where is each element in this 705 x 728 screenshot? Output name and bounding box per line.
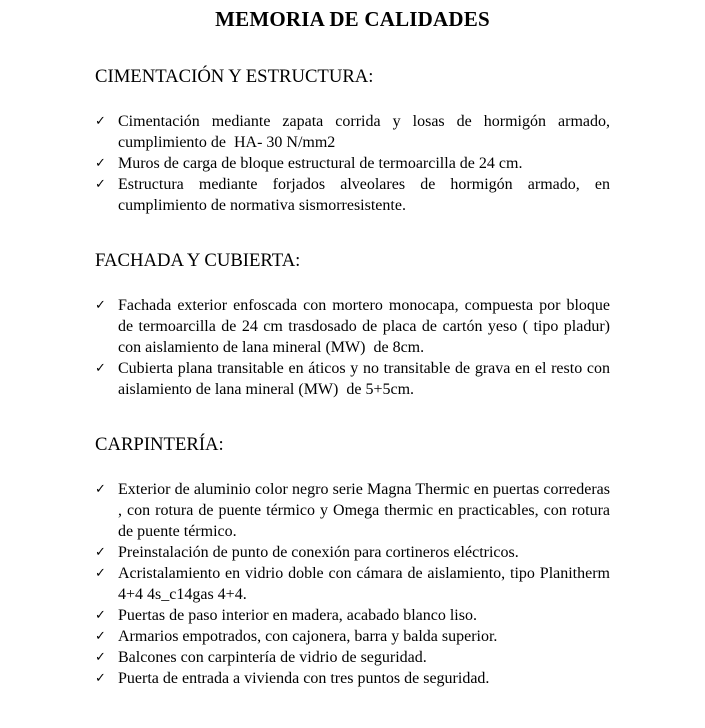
section bbox=[95, 65, 610, 216]
checkmark-icon: ✓ bbox=[95, 608, 106, 623]
section-heading: CARPINTERÍA: bbox=[95, 434, 224, 455]
checkmark-icon: ✓ bbox=[95, 545, 106, 560]
section bbox=[95, 249, 610, 400]
list-item bbox=[95, 153, 610, 174]
section-heading: FACHADA Y CUBIERTA: bbox=[95, 250, 301, 271]
list-item bbox=[95, 174, 610, 216]
section-heading: CIMENTACIÓN Y ESTRUCTURA: bbox=[95, 66, 374, 87]
checkmark-icon: ✓ bbox=[95, 629, 106, 644]
checkmark-icon: ✓ bbox=[95, 650, 106, 665]
list-item-text: Cubierta plana transitable en áticos y no transitable de grava en el resto con aislamiento de lana mineral (MW) de 5+5cm. bbox=[118, 360, 610, 398]
list-item bbox=[95, 647, 610, 668]
list-item-text: Armarios empotrados, con cajonera, barra y balda superior. bbox=[118, 628, 498, 645]
checkmark-icon: ✓ bbox=[95, 482, 106, 497]
checkmark-icon: ✓ bbox=[95, 361, 106, 376]
list-item bbox=[95, 563, 610, 605]
checkmark-icon: ✓ bbox=[95, 566, 106, 581]
list-item-text: Preinstalación de punto de conexión para cortineros eléctricos. bbox=[118, 544, 519, 561]
section-item-list bbox=[95, 479, 610, 689]
sections-container bbox=[95, 65, 610, 689]
list-item-text: Puerta de entrada a vivienda con tres puntos de seguridad. bbox=[118, 670, 490, 687]
list-item-text: Exterior de aluminio color negro serie Magna Thermic en puertas correderas , con rotura de puente térmico y Omega thermic en practicables, con rotura de puente térmico. bbox=[118, 481, 610, 540]
section-item-list bbox=[95, 295, 610, 400]
list-item-text: Muros de carga de bloque estructural de termoarcilla de 24 cm. bbox=[118, 155, 523, 172]
list-item-text: Cimentación mediante zapata corrida y losas de hormigón armado, cumplimiento de HA- 30 N/mm2 bbox=[118, 113, 610, 151]
list-item bbox=[95, 542, 610, 563]
list-item bbox=[95, 605, 610, 626]
list-item-text: Estructura mediante forjados alveolares de hormigón armado, en cumplimiento de normativa sismorresistente. bbox=[118, 176, 610, 214]
list-item bbox=[95, 111, 610, 153]
page-title: MEMORIA DE CALIDADES bbox=[215, 7, 490, 31]
list-item-text: Fachada exterior enfoscada con mortero monocapa, compuesta por bloque de termoarcilla de 24 cm trasdosado de placa de cartón yeso ( tipo pladur) con aislamiento de lana mineral (MW) de 8cm. bbox=[118, 297, 610, 356]
list-item-text: Acristalamiento en vidrio doble con cámara de aislamiento, tipo Planitherm 4+4 4s_c14gas 4+4. bbox=[118, 565, 610, 603]
checkmark-icon: ✓ bbox=[95, 671, 106, 686]
checkmark-icon: ✓ bbox=[95, 156, 106, 171]
list-item bbox=[95, 668, 610, 689]
checkmark-icon: ✓ bbox=[95, 177, 106, 192]
list-item bbox=[95, 295, 610, 358]
section-item-list bbox=[95, 111, 610, 216]
list-item bbox=[95, 358, 610, 400]
list-item bbox=[95, 479, 610, 542]
checkmark-icon: ✓ bbox=[95, 114, 106, 129]
section bbox=[95, 433, 610, 689]
list-item-text: Puertas de paso interior en madera, acabado blanco liso. bbox=[118, 607, 477, 624]
list-item bbox=[95, 626, 610, 647]
checkmark-icon: ✓ bbox=[95, 298, 106, 313]
list-item-text: Balcones con carpintería de vidrio de seguridad. bbox=[118, 649, 427, 666]
